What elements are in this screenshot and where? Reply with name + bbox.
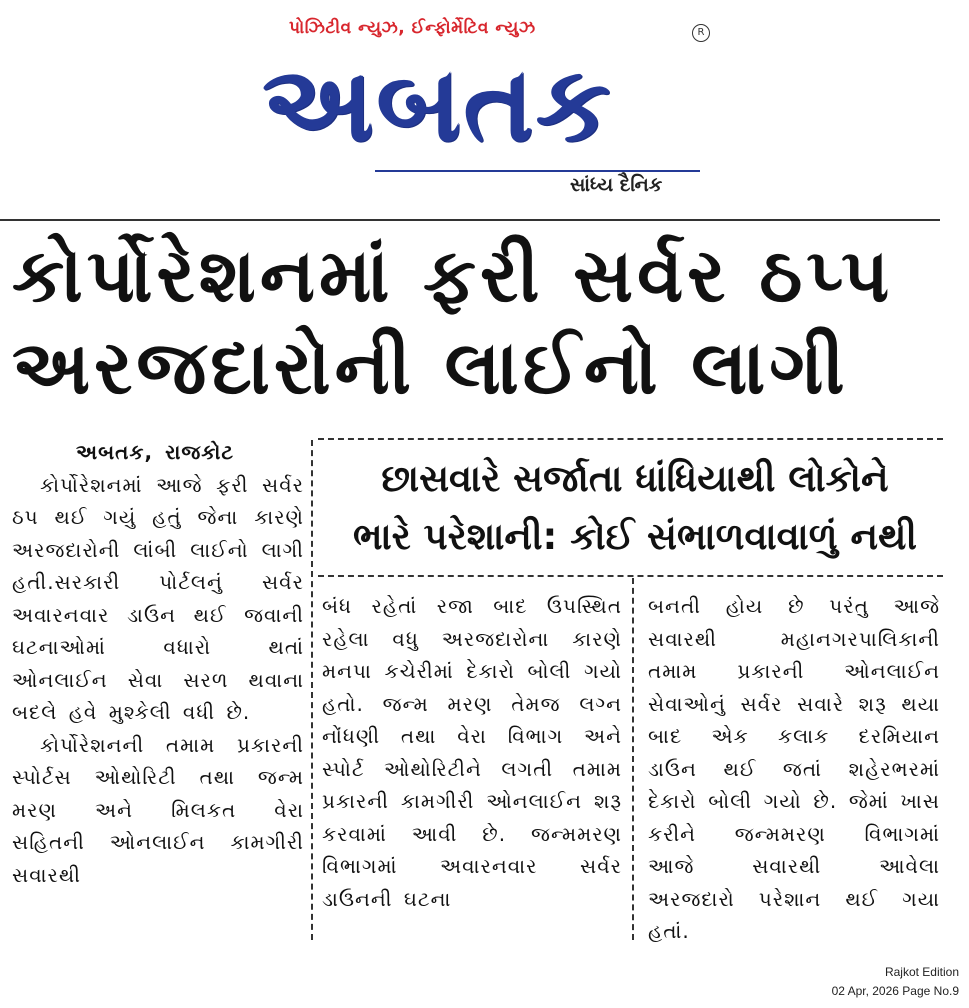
registered-mark-icon: R [692, 24, 710, 42]
column-1-paragraph-2: કોર્પોરેશનની તમામ પ્રકારની સ્પોર્ટસ ઓથોરિટી તથા જન્મ મરણ અને મિલકત વેરા સહિતની ઓનલાઈન કામગીરી સવારથી [12, 732, 304, 887]
date-page-label: 02 Apr, 2026 Page No.9 [831, 984, 959, 998]
masthead-subtitle: સાંધ્ય દૈનિક [570, 174, 663, 196]
subheadline-line-2: ભારે પરેશાની: કોઈ સંભાળવાવાળું નથી [352, 515, 918, 558]
article-subheadline [330, 450, 940, 566]
article-dateline: અબતક, રાજકોટ [76, 440, 235, 464]
column-1-paragraph-1: કોર્પોરેશનમાં આજે ફરી સર્વર ઠપ થઈ ગયું હતું જેના કારણે અરજદારોની લાંબી લાઈનો લાગી હતી.સરકારી પોર્ટલનું સર્વર અવારનવાર ડાઉન થઈ જવાની ઘટનાઓમાં વધારો થતાં ઓનલાઈન સેવા સરળ થવાના બદલે હવે મુશ્કેલી વધી છે. [12, 472, 304, 724]
column-divider-1 [311, 440, 313, 940]
newspaper-logo: અબતક [262, 43, 613, 165]
column-2-paragraph: બંધ રહેતાં રજા બાદ ઉપસ્થિત રહેલા વધુ અરજદારોના કારણે મનપા કચેરીમાં દેકારો બોલી ગયો હતો. જન્મ મરણ તેમજ લગ્ન નોંધણી તથા વેરા વિભાગ અને સ્પોર્ટ ઓથોરિટીને લગતી તમામ પ્રકારની કામગીરી ઓનલાઈન શરૂ કરવામાં આવી છે. જન્મમરણ વિભાગમાં અવારનવાર સર્વર ડાઉનની ઘટના [322, 594, 622, 911]
masthead [262, 14, 712, 204]
headline-line-1: કોર્પોરેશનમાં ફરી સર્વર ઠપ્પ [12, 233, 894, 319]
column-3-paragraph: બનતી હોય છે પરંતુ આજે સવારથી મહાનગરપાલિકાની તમામ પ્રકારની ઓનલાઈન સેવાઓનું સર્વર સવારે શરૂ થયા બાદ એક કલાક દરમિયાન ડાઉન થઈ જતાં શહેરભરમાં દેકારો બોલી ગયો છે. જેમાં ખાસ કરીને જન્મમરણ વિભાગમાં આજે સવારથી આવેલા અરજદારો પરેશાન થઈ ગયા હતાં. [648, 594, 940, 943]
column-divider-2 [632, 578, 634, 940]
article-headline [12, 230, 942, 414]
edition-label: Rajkot Edition [884, 965, 959, 979]
masthead-underline [375, 170, 700, 172]
subheadline-line-1: છાસવારે સર્જાતા ધાંધિયાથી લોકોને [381, 457, 889, 500]
headline-line-2: અરજદારોની લાઈનો લાગી [12, 325, 849, 411]
subhead-bottom-divider [318, 575, 943, 577]
header-divider [0, 219, 940, 221]
article-column-1 [12, 436, 304, 891]
article-column-2 [322, 590, 622, 915]
subhead-top-divider [318, 438, 943, 440]
masthead-tagline: પોઝિટીવ ન્યુઝ, ઈન્ફોર્મેટિવ ન્યુઝ [289, 18, 536, 38]
article-column-3 [648, 590, 940, 948]
page-footer [759, 963, 959, 1001]
